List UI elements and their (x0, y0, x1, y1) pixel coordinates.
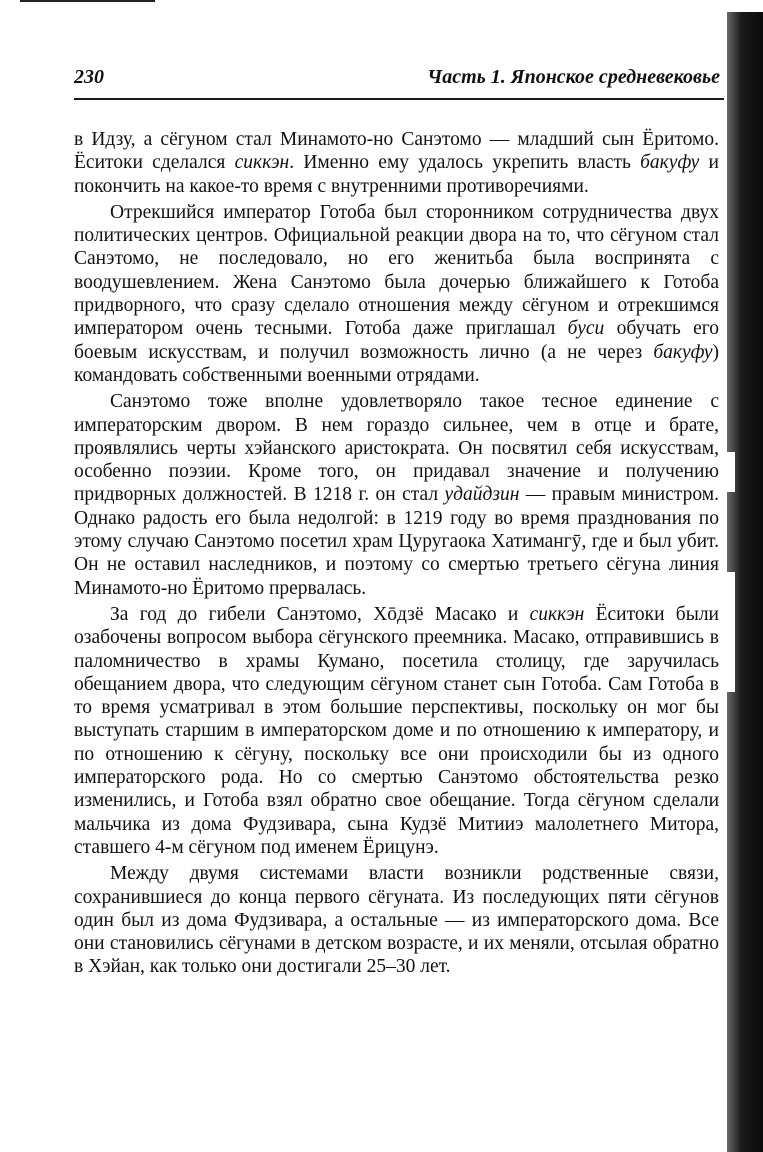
text-run: обучать его боевым искусствам, и получил возможность лично (а не через (74, 318, 719, 363)
scan-dark-edge (727, 12, 763, 1152)
scan-edge-notch (723, 452, 735, 492)
paragraph (74, 128, 719, 198)
italic-term: бакуфу (640, 152, 700, 174)
text-run: Отрекшийся император Готоба был сторонником сотрудничества двух политических центров. Официальной реакции двора на то, что сёгуном стал Санэтомо, не последовало, но его женитьба была воспринята с воодушевлением. Жена Санэтомо была дочерью ближайшего к Готоба придворного, что сразу сделало отношения между сёгуном и отрекшимся императором очень тесными. Готоба даже приглашал (74, 201, 719, 340)
text-run: и покончить на какое-то время с внутренними противоречиями. (74, 152, 719, 197)
running-title: Часть 1. Японское средневековье (427, 66, 720, 88)
scan-edge-notch (723, 572, 735, 692)
paragraph (74, 390, 719, 600)
text-run: Ёситоки были озабочены вопросом выбора сёгунского преемника. Масако, отправившись в паломничество в храмы Кумано, посетила столицу, где заручилась обещанием двора, что следующим сёгуном станет сын Готоба. Сам Готоба в то время усматривал в этом большие перспективы, поскольку он мог бы выступать старшим в императорском доме и по отношению к императору, и по отношению к сёгуну, поскольку все они происходили бы из одного императорского рода. Но со смертью Санэтомо обстоятельства резко изменились, и Готоба взял обратно свое обещание. Тогда сёгуном сделали мальчика из дома Фудзивара, сына Кудзё Митииэ малолетнего Митора, ставшего 4-м сёгуном под именем Ёрицунэ. (74, 603, 719, 858)
text-run: — правым министром. Однако радость его была недолгой: в 1219 году во время празднования по этому случаю Санэтомо посетил храм Цуругаока Хатимангӯ, где и был убит. Он не оставил наследников, и поэтому со смертью третьего сёгуна линия Минамото-но Ёритомо прервалась. (74, 484, 719, 599)
text-run: Санэтомо тоже вполне удовлетворяло такое тесное единение с императорским двором. В нем гораздо сильнее, чем в отце и брате, проявлялись черты хэйанского аристократа. Он посвятил себя искусствам, особенно поэзии. Кроме того, он придавал значение и получению придворных должностей. В 1218 г. он стал (74, 391, 719, 506)
text-run: За год до гибели Санэтомо, Хōдзё Масако и (110, 603, 530, 625)
paragraph (74, 603, 719, 859)
italic-term: сиккэн (234, 152, 290, 174)
text-run: в Идзу, а сёгуном стал Минамото-но Санэтомо — младший сын Ёритомо. Ёситоки сделался (74, 129, 719, 174)
paragraph (74, 862, 719, 978)
header-rule (74, 98, 724, 100)
italic-term: бакуфу (653, 341, 713, 363)
italic-term: сиккэн (529, 603, 585, 625)
page-body (74, 128, 719, 979)
page-header (74, 66, 720, 96)
text-run: Между двумя системами власти возникли родственные связи, сохранившиеся до конца первого сёгуната. Из последующих пяти сёгунов один был из дома Фудзивара, а остальные — из императорского дома. Все они становились сёгунами в детском возрасте, и их меняли, отсылая обратно в Хэйан, как только они достигали 25–30 лет. (74, 863, 719, 978)
text-run: . Именно ему удалось укрепить власть (289, 152, 641, 174)
italic-term: буси (567, 318, 605, 340)
page-number: 230 (74, 66, 104, 88)
text-run: ) командовать собственными военными отрядами. (74, 341, 719, 386)
scan-top-rule (20, 0, 155, 2)
italic-term: удайдзин (444, 484, 520, 506)
paragraph (74, 201, 719, 387)
